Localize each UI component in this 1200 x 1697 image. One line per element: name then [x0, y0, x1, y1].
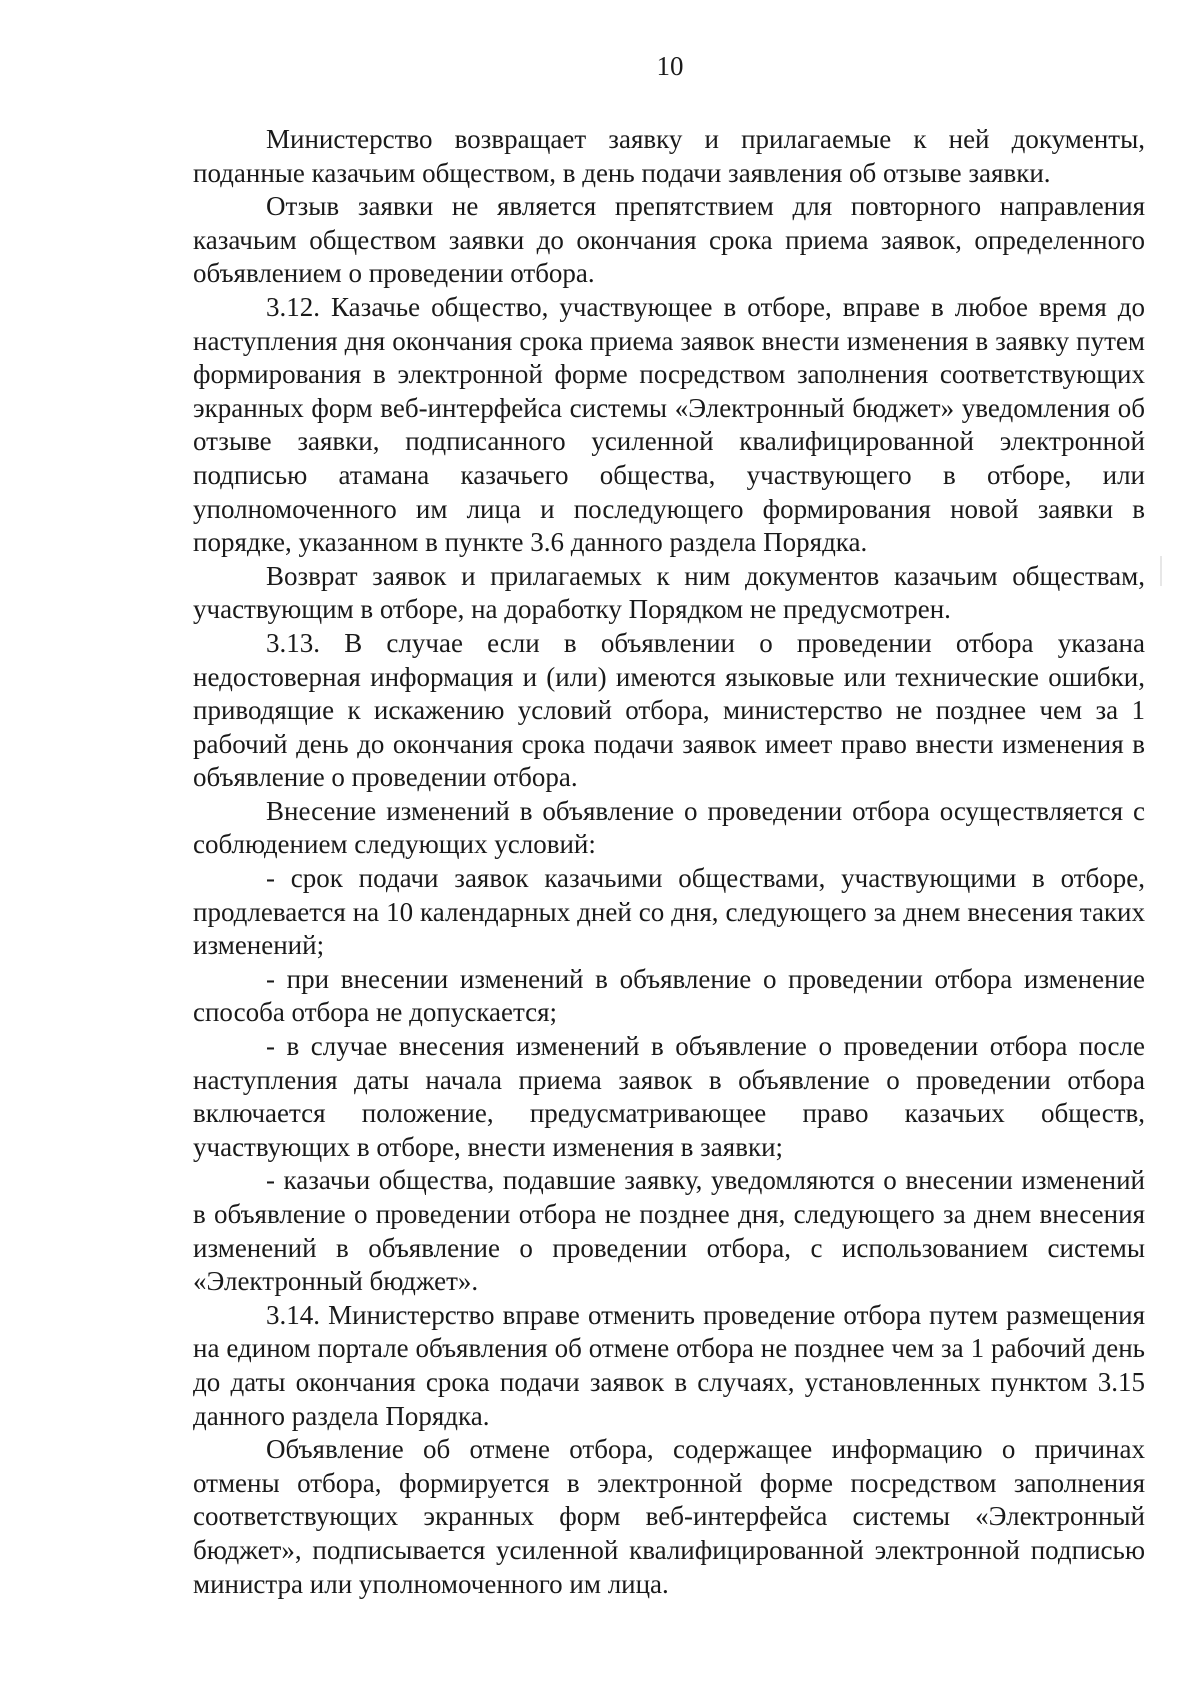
document-body — [193, 123, 1145, 1601]
paragraph-clause-3-13: 3.13. В случае если в объявлении о проведении отбора указана недостоверная информация и (или) имеются языковые или технические ошибки, приводящие к искажению условий отбора, министерство не позднее чем за 1 рабочий день до окончания срока подачи заявок имеет право внести изменения в объявление о проведении отбора. — [193, 627, 1145, 793]
paragraph-cancellation-notice: Объявление об отмене отбора, содержащее информацию о причинах отмены отбора, формируется в электронной форме посредством заполнения соответствующих экранных форм веб-интерфейса системы «Электронный бюджет», подписывается усиленной квалифицированной электронной подписью министра или уполномоченного им лица. — [193, 1434, 1145, 1599]
list-item-deadline-extension: - срок подачи заявок казачьими обществами, участвующими в отборе, продлевается на 10 календарных дней со дня, следующего за днем внесения таких изменений; — [193, 863, 1145, 961]
list-item-right-to-amend: - в случае внесения изменений в объявление о проведении отбора после наступления даты начала приема заявок в объявление о проведении отбора включается положение, предусматривающее право казачьих обществ, участвующих в отборе, внести изменения в заявки; — [193, 1031, 1145, 1162]
scan-artifact — [1160, 556, 1162, 586]
paragraph-no-return-for-revision: Возврат заявок и прилагаемых к ним документов казачьим обществам, участвующим в отборе, на доработку Порядком не предусмотрен. — [193, 560, 1145, 625]
paragraph-clause-3-14: 3.14. Министерство вправе отменить проведение отбора путем размещения на едином портале объявления об отмене отбора не позднее чем за 1 рабочий день до даты окончания срока подачи заявок в случаях, установленных пунктом 3.15 данного раздела Порядка. — [193, 1299, 1145, 1431]
paragraph-withdrawal-not-obstacle: Отзыв заявки не является препятствием для повторного направления казачьим обществом заявки до окончания срока приема заявок, определенного объявлением о проведении отбора. — [193, 191, 1145, 289]
list-item-method-unchanged: - при внесении изменений в объявление о проведении отбора изменение способа отбора не допускается; — [193, 963, 1145, 1028]
paragraph-conditions-intro: Внесение изменений в объявление о проведении отбора осуществляется с соблюдением следующих условий: — [193, 795, 1145, 860]
list-item-notification: - казачьи общества, подавшие заявку, уведомляются о внесении изменений в объявление о проведении отбора не позднее дня, следующего за днем внесения изменений в объявление о проведении отбора, с использованием системы «Электронный бюджет». — [193, 1165, 1145, 1297]
page-number: 10 — [656, 51, 684, 81]
paragraph-clause-3-12: 3.12. Казачье общество, участвующее в отборе, вправе в любое время до наступления дня окончания срока приема заявок внести изменения в заявку путем формирования в электронной форме посредством заполнения соответствующих экранных форм веб-интерфейса системы «Электронный бюджет» уведомления об отзыве заявки, подписанного усиленной квалифицированной электронной подписью атамана казачьего общества, участвующего в отборе, или уполномоченного им лица и последующего формирования новой заявки в порядке, указанном в пункте 3.6 данного раздела Порядка. — [193, 291, 1145, 558]
paragraph-return-application: Министерство возвращает заявку и прилагаемые к ней документы, поданные казачьим обществом, в день подачи заявления об отзыве заявки. — [193, 124, 1145, 188]
